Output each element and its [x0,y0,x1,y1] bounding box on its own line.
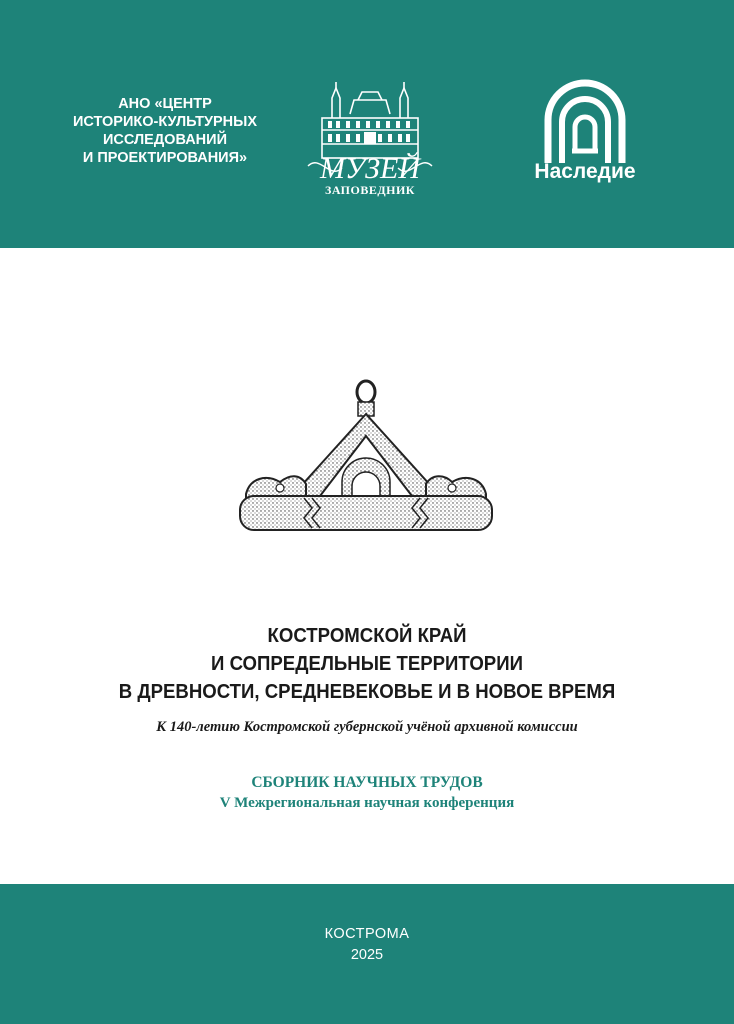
nasledie-logo-icon [540,75,630,170]
org-line: АНО «ЦЕНТР [118,96,212,112]
org-line: ИСТОРИКО-КУЛЬТУРНЫХ [72,114,258,130]
artifact-pendant-illustration [232,378,500,548]
museum-logo [300,80,440,198]
title-line: И СОПРЕДЕЛЬНЫЕ ТЕРРИТОРИИ [211,653,523,675]
conference-label: V Межрегиональная научная конференция [219,795,515,811]
collection-label: СБОРНИК НАУЧНЫХ ТРУДОВ [251,774,483,791]
publisher-org-name [70,95,260,167]
title-line: В ДРЕВНОСТИ, СРЕДНЕВЕКОВЬЕ И В НОВОЕ ВРЕМЯ [118,681,616,703]
publication-city: КОСТРОМА [324,926,410,942]
nasledie-label: Наследие [534,160,636,183]
book-subtitle: К 140-летию Костромской губернской учёной архивной комиссии [156,719,578,735]
book-title [63,622,671,706]
org-line: И ПРОЕКТИРОВАНИЯ» [82,150,248,166]
title-line: КОСТРОМСКОЙ КРАЙ [267,625,467,647]
publication-year: 2025 [350,947,384,963]
org-line: ИССЛЕДОВАНИЙ [103,132,227,148]
museum-caption: ЗАПОВЕДНИК [324,183,415,197]
museum-wordmark: МУЗЕЙ [319,152,421,185]
